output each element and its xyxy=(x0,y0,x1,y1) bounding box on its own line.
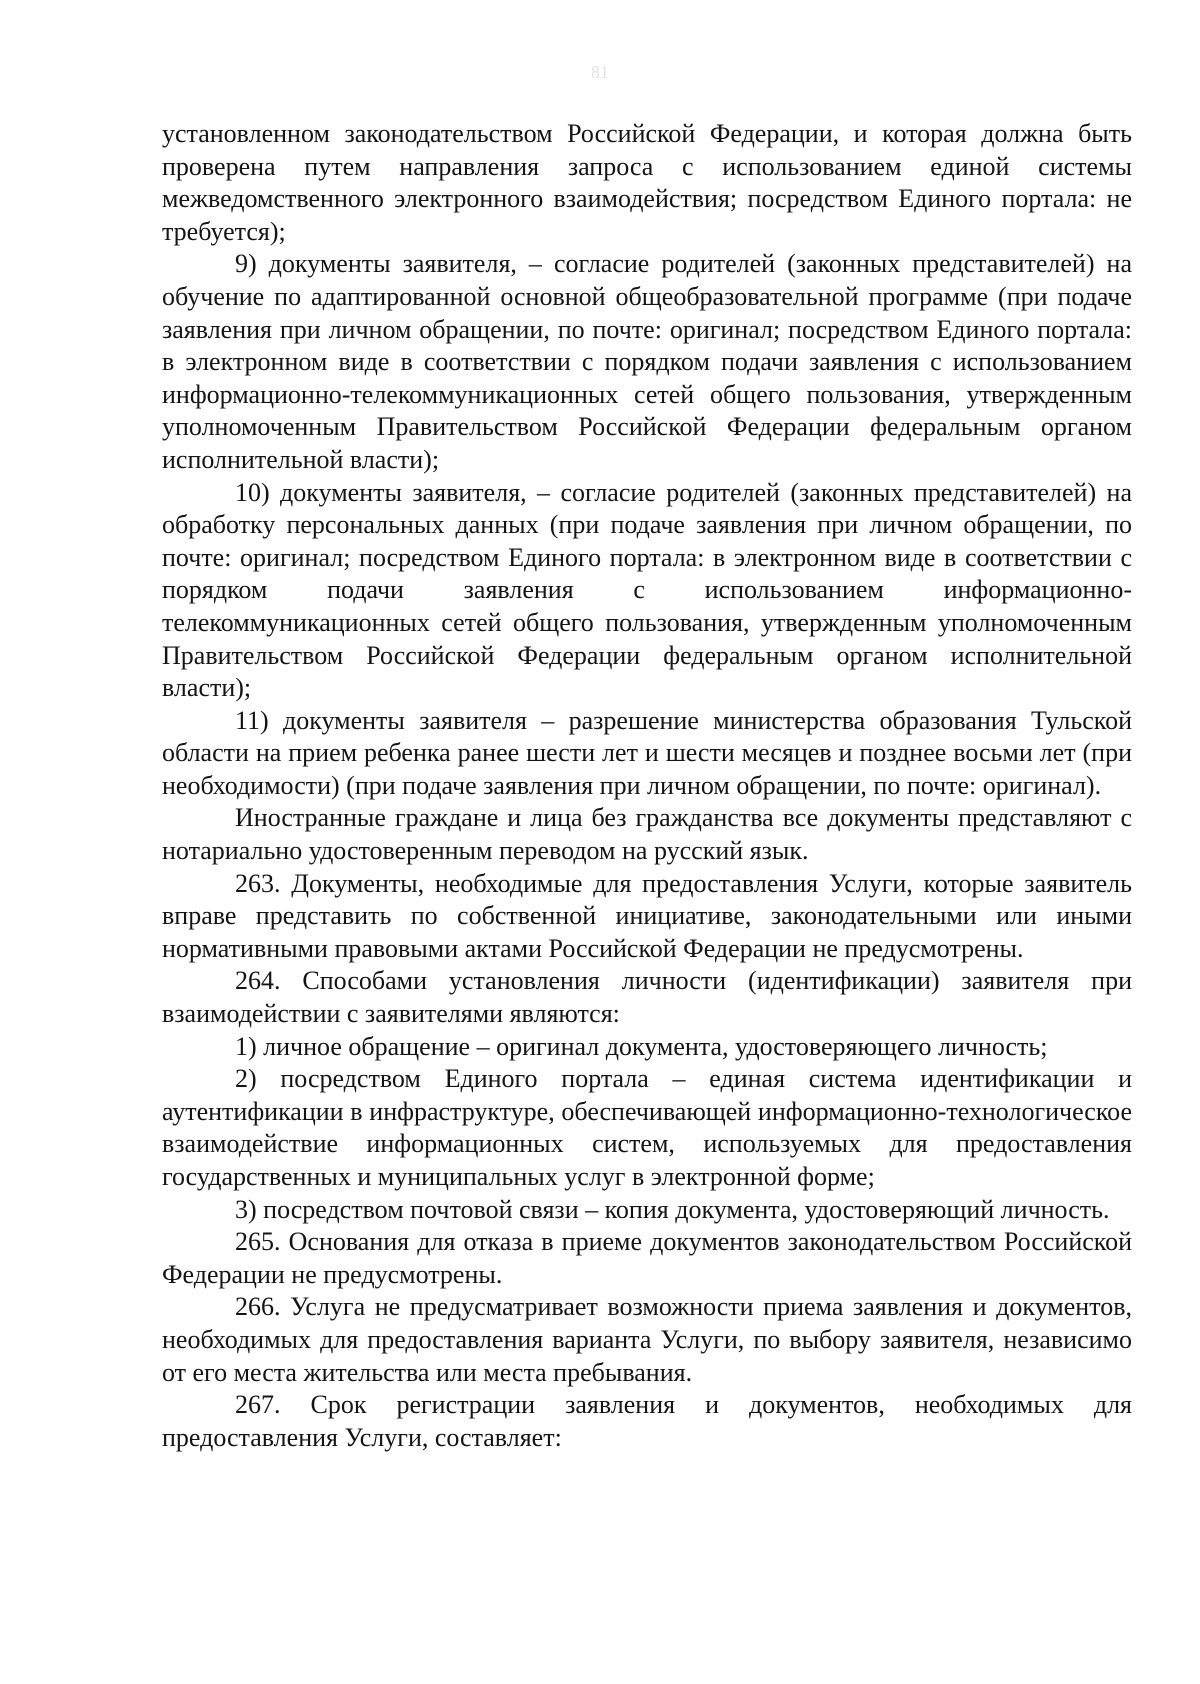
document-body xyxy=(162,118,1132,1454)
paragraph-foreign-citizens: Иностранные граждане и лица без гражданства все документы представляют с нотариально удостоверенным переводом на русский язык. xyxy=(162,803,1132,866)
paragraph-item-9: 9) документы заявителя, – согласие родителей (законных представителей) на обучение по адаптированной основной общеобразовательной программе (при подаче заявления при личном обращении, по почте: оригинал; посредством Единого портала: в электронном виде в соответствии с порядком подачи заявления с использованием информационно-телекоммуникационных сетей общего пользования, утвержденным уполномоченным Правительством Российской Федерации федеральным органом исполнительной власти); xyxy=(162,249,1132,474)
paragraph-item-10: 10) документы заявителя, – согласие родителей (законных представителей) на обработку персональных данных (при подаче заявления при личном обращении, по почте: оригинал; посредством Единого портала: в электронном виде в соответствии с порядком подачи заявления с использованием информационно-телекоммуникационных сетей общего пользования, утвержденным уполномоченным Правительством Российской Федерации федеральным органом исполнительной власти); xyxy=(162,477,1132,703)
paragraph-264: 264. Способами установления личности (идентификации) заявителя при взаимодействии с заявителями являются: xyxy=(162,966,1132,1029)
paragraph-263: 263. Документы, необходимые для предоставления Услуги, которые заявитель вправе представить по собственной инициативе, законодательными или иными нормативными правовыми актами Российской Федерации не предусмотрены. xyxy=(162,868,1132,963)
paragraph-continuation: установленном законодательством Российской Федерации, и которая должна быть проверена путем направления запроса с использованием единой системы межведомственного электронного взаимодействия; посредством Единого портала: не требуется); xyxy=(162,119,1132,246)
paragraph-264-item-2: 2) посредством Единого портала – единая система идентификации и аутентификации в инфраструктуре, обеспечивающей информационно-технологическое взаимодействие информационных систем, используемых для предоставления государственных и муниципальных услуг в электронной форме; xyxy=(162,1064,1132,1191)
paragraph-267: 267. Срок регистрации заявления и документов, необходимых для предоставления Услуги, составляет: xyxy=(162,1390,1132,1452)
paragraph-264-item-1: 1) личное обращение – оригинал документа, удостоверяющего личность; xyxy=(235,1031,1048,1061)
paragraph-265: 265. Основания для отказа в приеме документов законодательством Российской Федерации не предусмотрены. xyxy=(162,1227,1132,1289)
paragraph-item-11: 11) документы заявителя – разрешение министерства образования Тульской области на прием ребенка ранее шести лет и шести месяцев и позднее восьми лет (при необходимости) (при подаче заявления при личном обращении, по почте: оригинал). xyxy=(162,705,1132,800)
page-number: 81 xyxy=(591,62,609,82)
paragraph-264-item-3: 3) посредством почтовой связи – копия документа, удостоверяющий личность. xyxy=(235,1194,1110,1224)
paragraph-266: 266. Услуга не предусматривает возможности приема заявления и документов, необходимых для предоставления варианта Услуги, по выбору заявителя, независимо от его места жительства или места пребывания. xyxy=(162,1292,1132,1387)
